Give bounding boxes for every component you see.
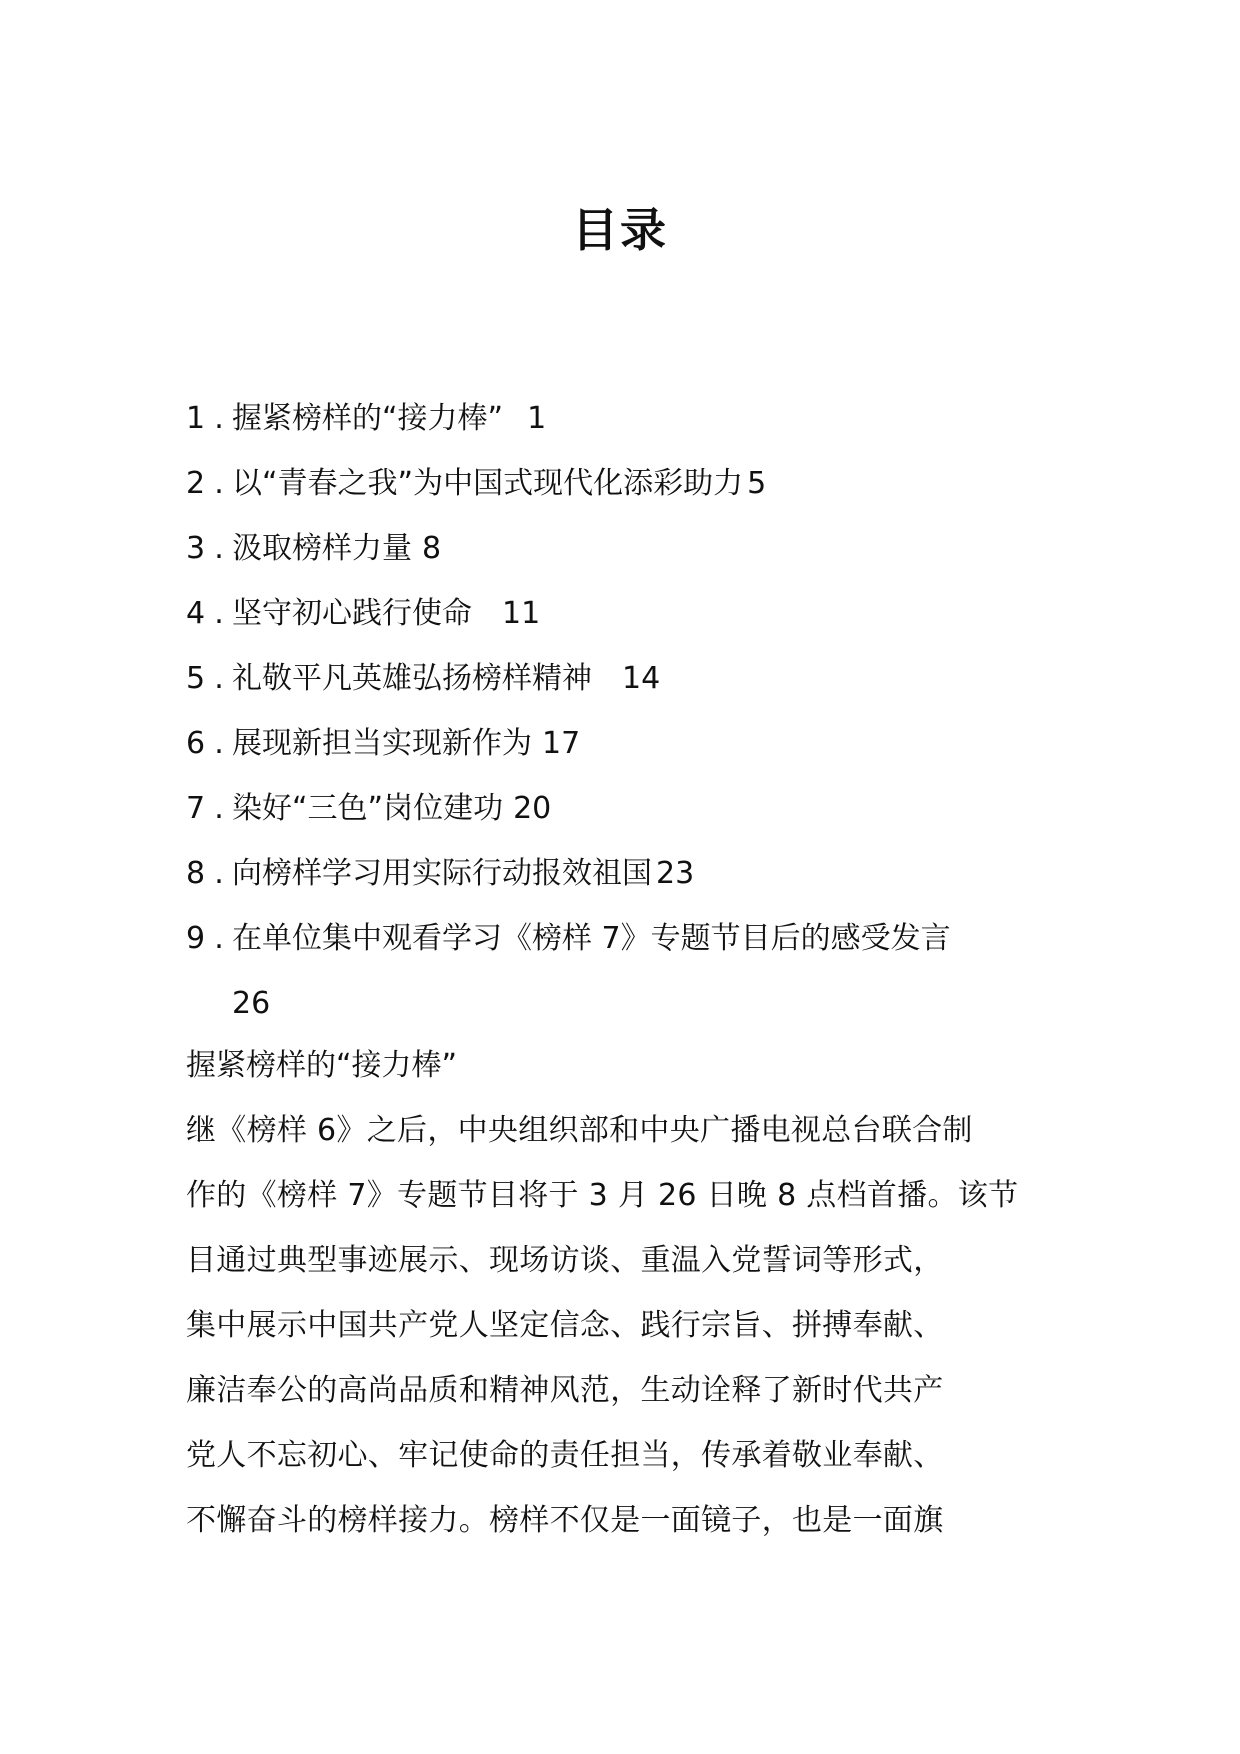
toc-item-number: 6 xyxy=(186,726,206,761)
toc-item-number: 3 xyxy=(186,531,206,566)
toc-item: 5 . 礼敬平凡英雄弘扬榜样精神 14 xyxy=(186,646,1066,711)
toc-item-page: 1 xyxy=(527,401,547,436)
toc-item: 4 . 坚守初心践行使命 11 xyxy=(186,581,1066,646)
body-line: 廉洁奉公的高尚品质和精神风范，生动诠释了新时代共产 xyxy=(186,1373,944,1408)
toc-item: 7 . 染好“三色”岗位建功 20 xyxy=(186,776,1066,841)
body-line: 集中展示中国共产党人坚定信念、践行宗旨、拼搏奉献、 xyxy=(186,1308,944,1343)
section-heading: 握紧榜样的“接力棒” xyxy=(186,1048,458,1083)
toc-item: 6 . 展现新担当实现新作为 17 xyxy=(186,711,1066,776)
toc-item-number: 2 xyxy=(186,466,206,501)
body-line: 党人不忘初心、牢记使命的责任担当，传承着敬业奉献、 xyxy=(186,1438,944,1473)
toc-item-label: 展现新担当实现新作为 xyxy=(232,726,532,761)
toc-item-page: 11 xyxy=(502,596,541,631)
toc-item-label: 染好“三色”岗位建功 xyxy=(232,791,504,826)
toc-item: 2 . 以“青春之我”为中国式现代化添彩助力 5 xyxy=(186,451,1066,516)
toc-item-page: 20 xyxy=(513,791,552,826)
body-line: 继《榜样 6》之后，中央组织部和中央广播电视总台联合制 xyxy=(186,1113,973,1148)
toc-item-label: 礼敬平凡英雄弘扬榜样精神 xyxy=(232,661,592,696)
toc-item-label: 握紧榜样的“接力棒” xyxy=(232,401,504,436)
body-line: 目通过典型事迹展示、现场访谈、重温入党誓词等形式， xyxy=(186,1243,944,1278)
toc-item-label: 在单位集中观看学习《榜样 7》专题节目后的感受发言 xyxy=(232,921,951,956)
table-of-contents xyxy=(186,386,1066,1036)
toc-item-page: 23 xyxy=(656,856,695,891)
toc-item-label: 向榜样学习用实际行动报效祖国 xyxy=(232,856,652,891)
toc-item-label: 汲取榜样力量 xyxy=(232,531,412,566)
page-title: 目录 xyxy=(572,203,668,257)
toc-item-page: 17 xyxy=(542,726,581,761)
toc-item-page: 14 xyxy=(622,661,661,696)
toc-item-label: 以“青春之我”为中国式现代化添彩助力 xyxy=(232,466,744,501)
toc-item-number: 9 xyxy=(186,921,206,956)
toc-item-page: 8 xyxy=(422,531,442,566)
toc-item: 1 . 握紧榜样的“接力棒” 1 xyxy=(186,386,1066,451)
body-line: 不懈奋斗的榜样接力。榜样不仅是一面镜子，也是一面旗 xyxy=(186,1503,944,1538)
toc-item-page: 5 xyxy=(747,466,767,501)
toc-item-page: 26 xyxy=(232,986,271,1021)
toc-item-number: 1 xyxy=(186,401,206,436)
body-paragraph xyxy=(186,1098,1056,1553)
toc-item-number: 8 xyxy=(186,856,206,891)
toc-item: 3 . 汲取榜样力量 8 xyxy=(186,516,1066,581)
toc-item: 8 . 向榜样学习用实际行动报效祖国 23 xyxy=(186,841,1066,906)
toc-item-number: 5 xyxy=(186,661,206,696)
toc-item-number: 4 xyxy=(186,596,206,631)
toc-item-label: 坚守初心践行使命 xyxy=(232,596,472,631)
toc-item: 9 . 在单位集中观看学习《榜样 7》专题节目后的感受发言 26 xyxy=(186,906,1066,1036)
toc-item-number: 7 xyxy=(186,791,206,826)
body-line: 作的《榜样 7》专题节目将于 3 月 26 日晚 8 点档首播。该节 xyxy=(186,1178,1019,1213)
